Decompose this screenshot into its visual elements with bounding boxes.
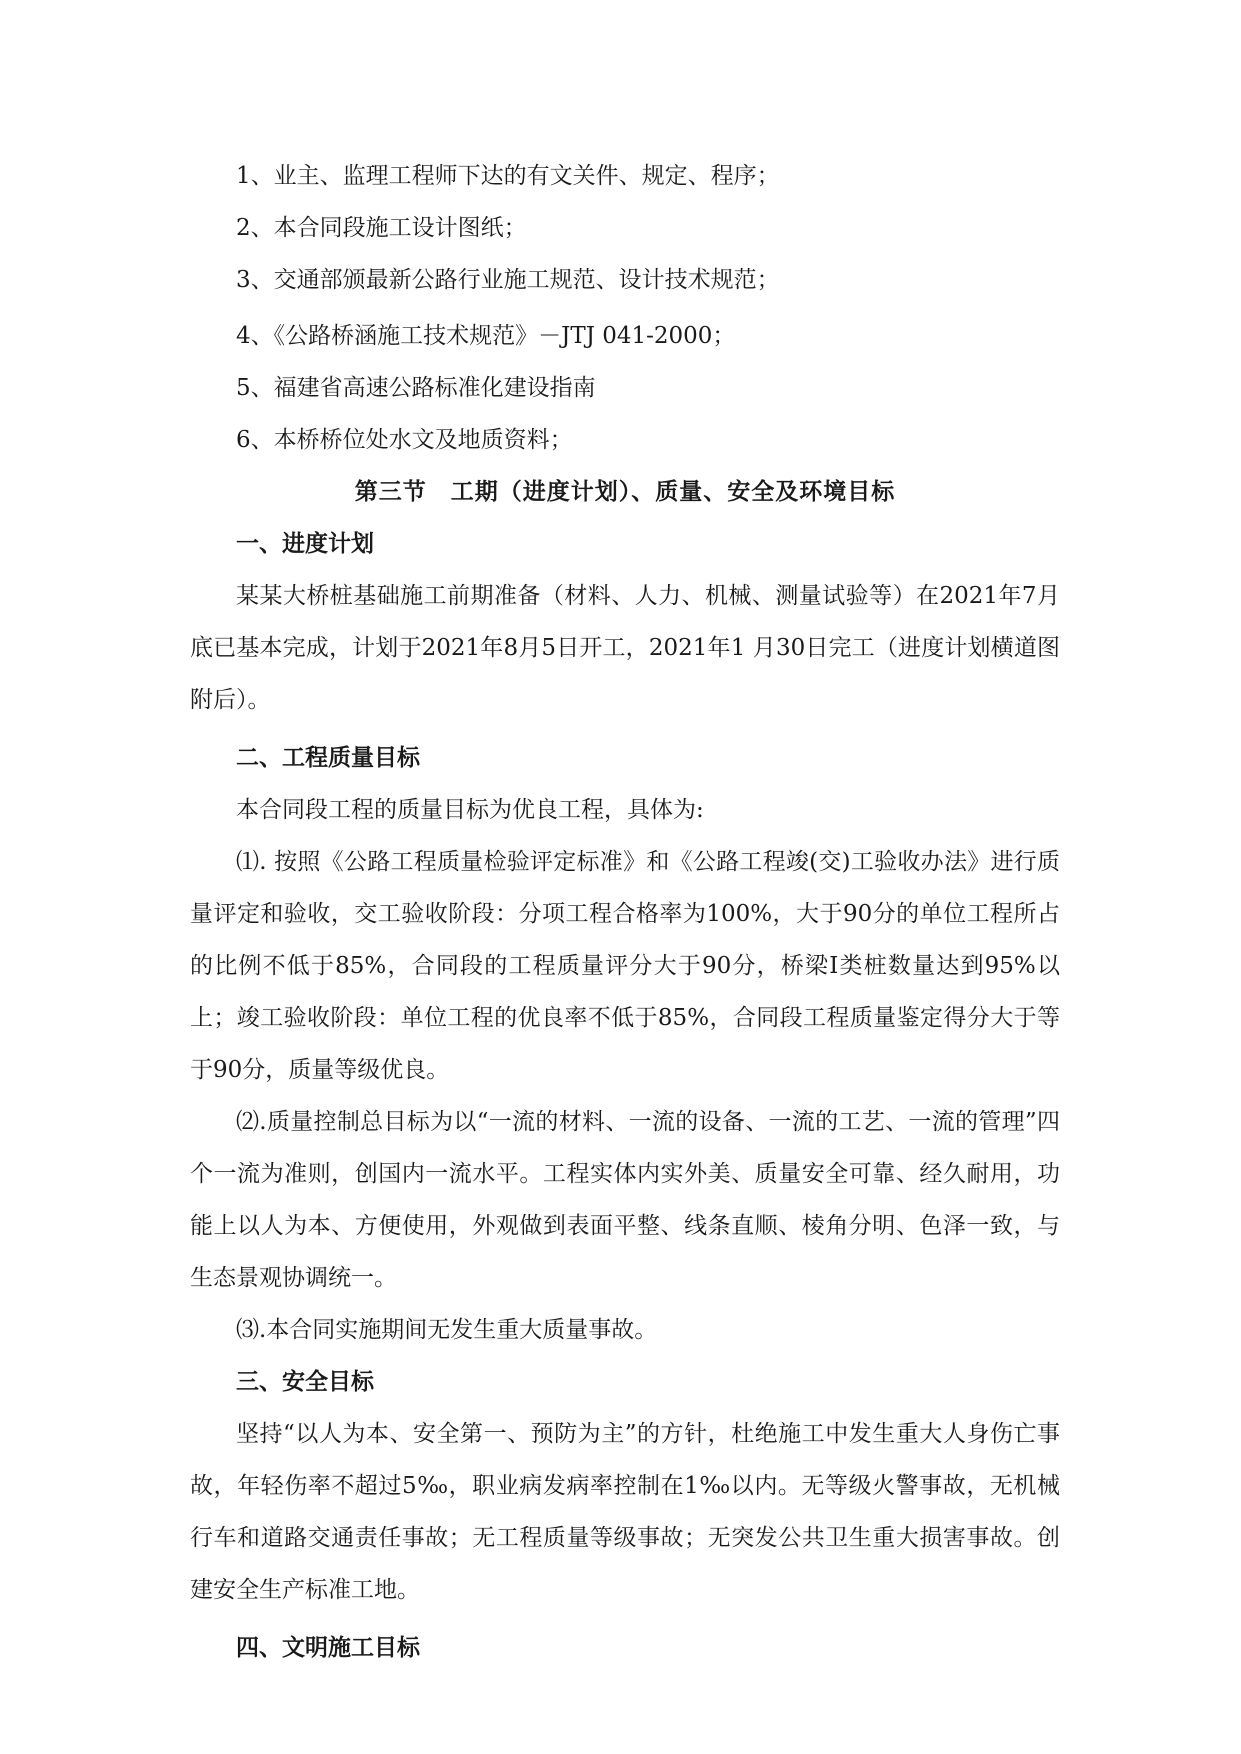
basis-item-1: 1、业主、监理工程师下达的有文关件、规定、程序； <box>236 163 780 189</box>
quality-heading: 二、工程质量目标 <box>236 745 420 771</box>
section-title: 第三节 工期（进度计划）、质量、安全及环境目标 <box>354 479 896 505</box>
quality-item-3: ⑶.本合同实施期间无发生重大质量事故。 <box>236 1317 658 1343</box>
schedule-heading: 一、进度计划 <box>236 531 374 557</box>
quality-item-1: ⑴. 按照《公路工程质量检验评定标准》和《公路工程竣(交)工验收办法》进行质量评定和验收，交工验收阶段：分项工程合格率为100%，大于90分的单位工程所占的比例不低于85%，合同段的工程质量评分大于90分，桥梁Ⅰ类桩数量达到95%以上；竣工验收阶段：单位工程的优良率不低于85%，合同段工程质量鉴定得分大于等于90分，质量等级优良。 <box>190 849 1060 1083</box>
civilized-heading: 四、文明施工目标 <box>236 1635 420 1661</box>
schedule-paragraph: 某某大桥桩基础施工前期准备（材料、人力、机械、测量试验等）在2021年7月底已基本完成，计划于2021年8月5日开工，2021年1 月30日完工（进度计划横道图附后）。 <box>190 583 1060 713</box>
document-page <box>190 150 1060 1674</box>
safety-paragraph: 坚持“以人为本、安全第一、预防为主”的方针，杜绝施工中发生重大人身伤亡事故，年轻伤率不超过5‰，职业病发病率控制在1‰以内。无等级火警事故，无机械行车和道路交通责任事故；无工程质量等级事故；无突发公共卫生重大损害事故。创建安全生产标准工地。 <box>190 1421 1060 1603</box>
basis-item-2: 2、本合同段施工设计图纸； <box>236 215 527 241</box>
safety-heading: 三、安全目标 <box>236 1369 374 1395</box>
quality-item-2: ⑵.质量控制总目标为以“一流的材料、一流的设备、一流的工艺、一流的管理”四个一流为准则，创国内一流水平。工程实体内实外美、质量安全可靠、经久耐用，功能上以人为本、方便使用，外观做到表面平整、线条直顺、棱角分明、色泽一致，与生态景观协调统一。 <box>190 1109 1060 1291</box>
basis-item-4: 4、《公路桥涵施工技术规范》－JTJ 041-2000； <box>236 323 736 349</box>
basis-item-5: 5、福建省高速公路标准化建设指南 <box>236 375 596 401</box>
basis-item-3: 3、交通部颁最新公路行业施工规范、设计技术规范； <box>236 267 780 293</box>
quality-intro: 本合同段工程的质量目标为优良工程，具体为: <box>236 797 704 823</box>
basis-item-6: 6、本桥桥位处水文及地质资料； <box>236 427 573 453</box>
